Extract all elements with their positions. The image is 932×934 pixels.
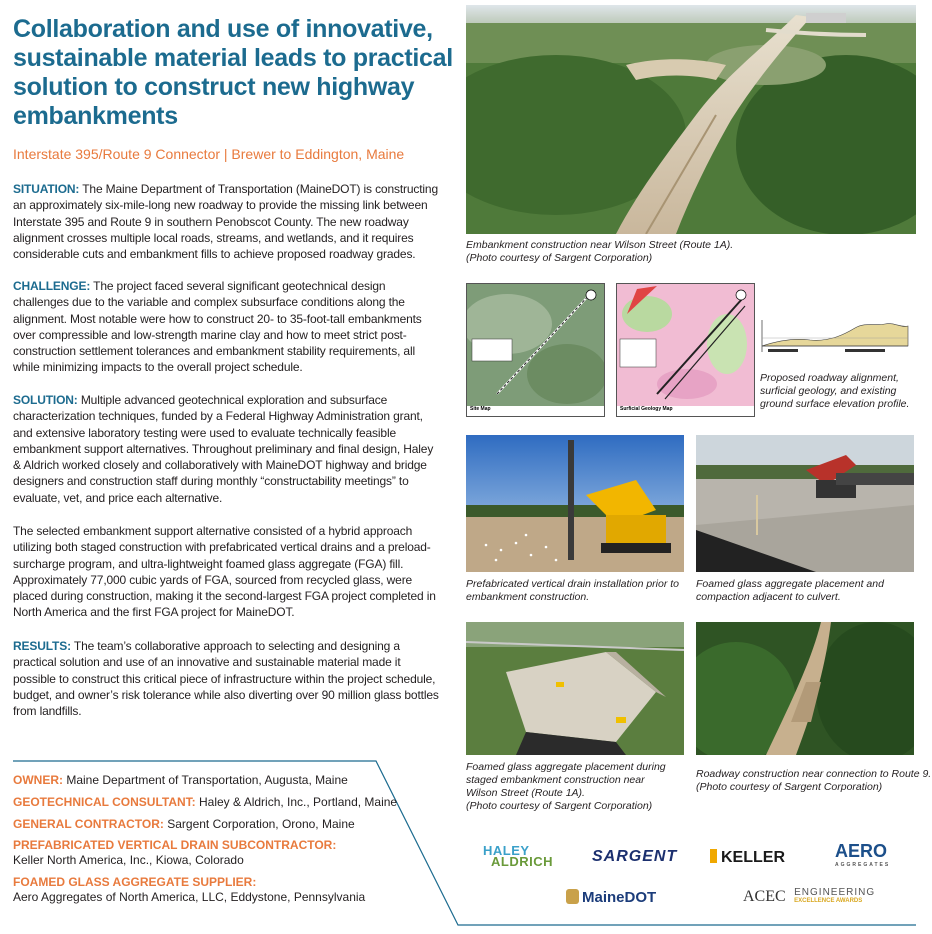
credit-drain-value: Keller North America, Inc., Kiowa, Colorado [13,853,244,867]
credit-geotech-label: GEOTECHNICAL CONSULTANT: [13,795,196,809]
aerial-caption [466,239,733,265]
staged-caption [466,761,666,813]
results-label: RESULTS: [13,639,71,653]
staged-caption-line4: (Photo courtesy of Sargent Corporation) [466,800,653,812]
elevation-profile-figure [760,316,910,356]
aero-logo-sub: AGGREGATES [835,862,891,868]
aero-logo [835,841,891,872]
site-map-label: Site Map [470,406,491,412]
challenge-paragraph [13,278,440,376]
profile-caption [760,372,909,411]
aerial-caption-line2: (Photo courtesy of Sargent Corporation) [466,252,653,264]
mainedot-logo [566,889,656,906]
haley-logo-line1: HALEY [483,843,530,858]
credit-contractor-value: Sargent Corporation, Orono, Maine [163,817,355,831]
aerial-embankment-photo [466,5,916,234]
credit-contractor [13,817,355,832]
aerial-caption-line1: Embankment construction near Wilson Street (Route 1A). [466,239,734,251]
keller-logo [710,849,785,867]
credit-geotech-value: Haley & Aldrich, Inc., Portland, Maine [195,795,398,809]
acec-engineering-text: ENGINEERING [794,887,876,898]
geology-map-label: Surficial Geology Map [620,406,673,412]
site-map-figure [466,283,605,417]
acec-logo-text: ACEC [743,888,786,905]
situation-label: SITUATION: [13,182,80,196]
challenge-label: CHALLENGE: [13,279,91,293]
solution-paragraph [13,392,440,506]
culvert-caption-line2: compaction adjacent to culvert. [696,591,841,603]
solution-label: SOLUTION: [13,393,78,407]
route9-caption [696,768,931,794]
selected-alternative-paragraph: The selected embankment support alternative consisted of a hybrid approach utilizing both staged construction with prefabricated vertical drains and a preload-surcharge program, and ultra-lightweight foamed glass aggregate (FGA) fill. Approximately 77,000 cubic yards of FGA, sourced from recycled glass, were placed during construction, making it the second-largest FGA project completed in North America and the first FGA project for MaineDOT. [13,524,436,620]
drain-caption-line2: embankment construction. [466,591,590,603]
credit-fga-supplier [13,875,365,905]
credit-fga-label: FOAMED GLASS AGGREGATE SUPPLIER: [13,875,257,889]
profile-caption-line3: ground surface elevation profile. [760,398,910,410]
drain-caption-line1: Prefabricated vertical drain installation prior to [466,578,680,590]
credit-owner [13,773,348,788]
profile-caption-line2: surficial geology, and existing [760,385,897,397]
route9-photo [696,622,914,755]
credit-owner-label: OWNER: [13,773,63,787]
profile-caption-line1: Proposed roadway alignment, [760,372,899,384]
staged-caption-line2: staged embankment construction near [466,774,645,786]
culvert-fga-photo [696,435,914,572]
credit-drain-sub [13,838,336,868]
drain-installation-photo [466,435,684,572]
staged-embankment-photo [466,622,684,755]
staged-caption-line3: Wilson Street (Route 1A). [466,787,585,799]
mainedot-logo-text: MaineDOT [582,889,657,906]
acec-logo [743,888,875,906]
results-text: The team’s collaborative approach to selecting and designing a practical solution and use of an innovative and sustainable material made it possible to construct this critical piece of infrastructure within the project schedule, budget, and owner’s risk tolerance while also diverting over 90 million glass bottles from landfills. [13,639,439,719]
situation-paragraph [13,181,440,262]
project-subtitle: Interstate 395/Route 9 Connector | Brewer to Eddington, Maine [13,146,405,162]
route9-caption-line2: (Photo courtesy of Sargent Corporation) [696,781,883,793]
situation-text: The Maine Department of Transportation (MaineDOT) is constructing an approximately six-mile-long new roadway to provide the missing link between Interstate 395 and Route 9 in southern Penobscot County. The new roadway alignment crosses multiple local roads, streams, and wetlands, and it requires considerable cuts and embankment fills to achieve proposed roadway grades. [13,182,438,262]
route9-caption-line1: Roadway construction near connection to Route 9. [696,768,932,780]
aero-logo-text: AERO [835,841,888,861]
credit-fga-value: Aero Aggregates of North America, LLC, Eddystone, Pennsylvania [13,890,366,904]
culvert-caption-line1: Foamed glass aggregate placement and [696,578,884,590]
challenge-text: The project faced several significant geotechnical design challenges due to the variable and complex subsurface conditions along the alignment. Most notable were how to construct 20- to 35-foot-tall embankments over compressible and low-strength marine clay and how to meet strict post-construction settlement tolerances and embankment stability requirements, all while minimizing impacts to the overall project schedule. [13,279,422,375]
credit-contractor-label: GENERAL CONTRACTOR: [13,817,164,831]
credit-geotech [13,795,397,810]
keller-mark-icon [710,849,717,863]
culvert-caption [696,578,884,604]
haley-aldrich-logo [483,845,553,867]
credit-owner-value: Maine Department of Transportation, Augusta, Maine [63,773,348,787]
maine-seal-icon [566,889,579,904]
haley-logo-line2: ALDRICH [491,854,553,869]
geology-map-figure [616,283,755,417]
acec-awards-text: EXCELLENCE AWARDS [794,898,863,904]
staged-caption-line1: Foamed glass aggregate placement during [466,761,666,773]
keller-logo-text: KELLER [721,849,785,866]
page-title: Collaboration and use of innovative, sustainable material leads to practical solution to construct new highway embankments [13,15,453,130]
solution-text: Multiple advanced geotechnical exploration and subsurface characterization techniques, funded by a Federal Highway Administration grant, and extensive laboratory testing were used to evaluate technically feasible embankment support alternatives. Throughout preliminary and final design, Haley & Aldrich worked closely and collaboratively with MaineDOT highway and bridge designers and construction staff during monthly “constructability meetings” to evaluate, vet, and price each alternative. [13,393,434,505]
sargent-logo: SARGENT [592,848,678,865]
drain-caption [466,578,679,604]
credit-drain-label: PREFABRICATED VERTICAL DRAIN SUBCONTRACTOR: [13,838,337,852]
results-paragraph [13,638,440,719]
